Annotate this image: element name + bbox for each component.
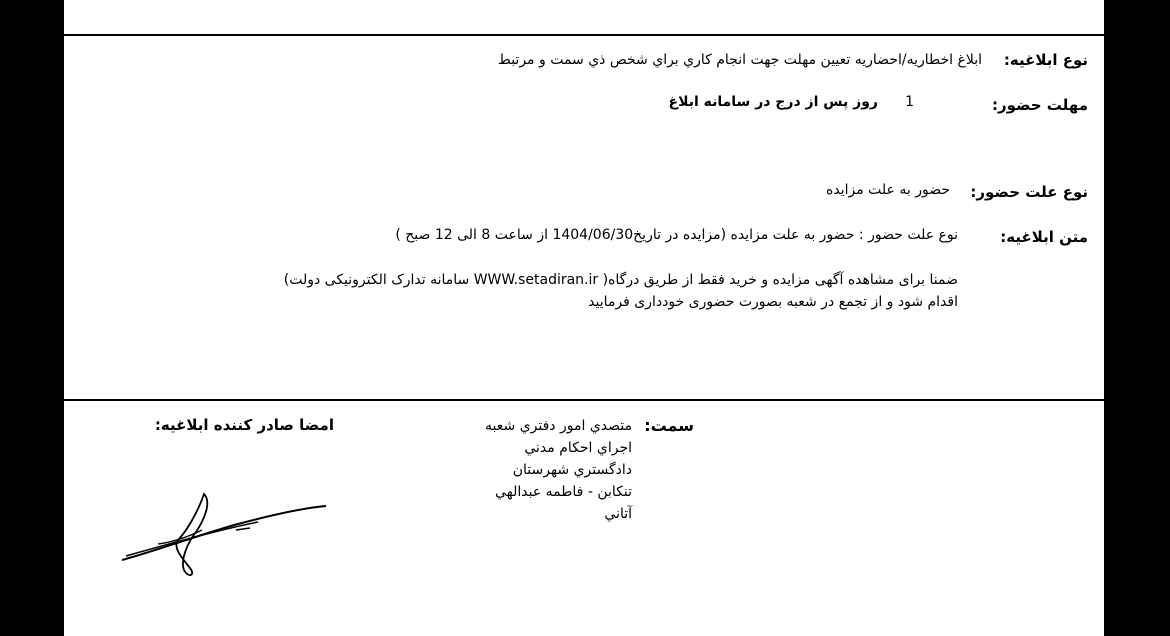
reason-label: نوع علت حضور: (970, 183, 1088, 201)
handwritten-signature (118, 482, 338, 582)
middle-divider (64, 399, 1104, 401)
signature-label: امضا صادر کننده ابلاغیه: (154, 416, 334, 434)
body-label: متن ابلاغیه: (1000, 228, 1088, 246)
body-line-2: ضمنا برای مشاهده آگهی مزایده و خرید فقط از طریق درگاه( WWW.setadiran.ir سامانه تدارک الکترونیکی دولت) (283, 272, 958, 288)
position-line-4: تنكابن - فاطمه عبدالهي (495, 484, 632, 500)
notice-type-value: ابلاغ اخطاريه/احضاريه تعيين مهلت جهت انجام كاري براي شخص ذي سمت و مرتبط (497, 52, 982, 68)
position-label: سمت: (644, 416, 694, 435)
notice-type-label: نوع ابلاغیه: (1003, 51, 1088, 69)
reason-value: حضور به علت مزایده (826, 182, 950, 198)
deadline-label: مهلت حضور: (991, 96, 1088, 114)
deadline-text: روز پس از درج در سامانه ابلاغ (668, 94, 878, 110)
position-line-5: آتاني (604, 506, 632, 522)
position-line-2: اجراي احكام مدني (524, 440, 632, 456)
position-line-1: متصدي امور دفتري شعبه (485, 418, 632, 434)
deadline-number: 1 (905, 94, 914, 110)
body-line-1: نوع علت حضور : حضور به علت مزایده (مزایده در تاریخ1404/06/30 از ساعت 8 الی 12 صبح ) (395, 227, 958, 243)
body-line-3: اقدام شود و از تجمع در شعبه بصورت حضوری خودداری فرمایید (588, 294, 958, 310)
top-divider (64, 34, 1104, 36)
position-line-3: دادگستري شهرستان (512, 462, 632, 478)
